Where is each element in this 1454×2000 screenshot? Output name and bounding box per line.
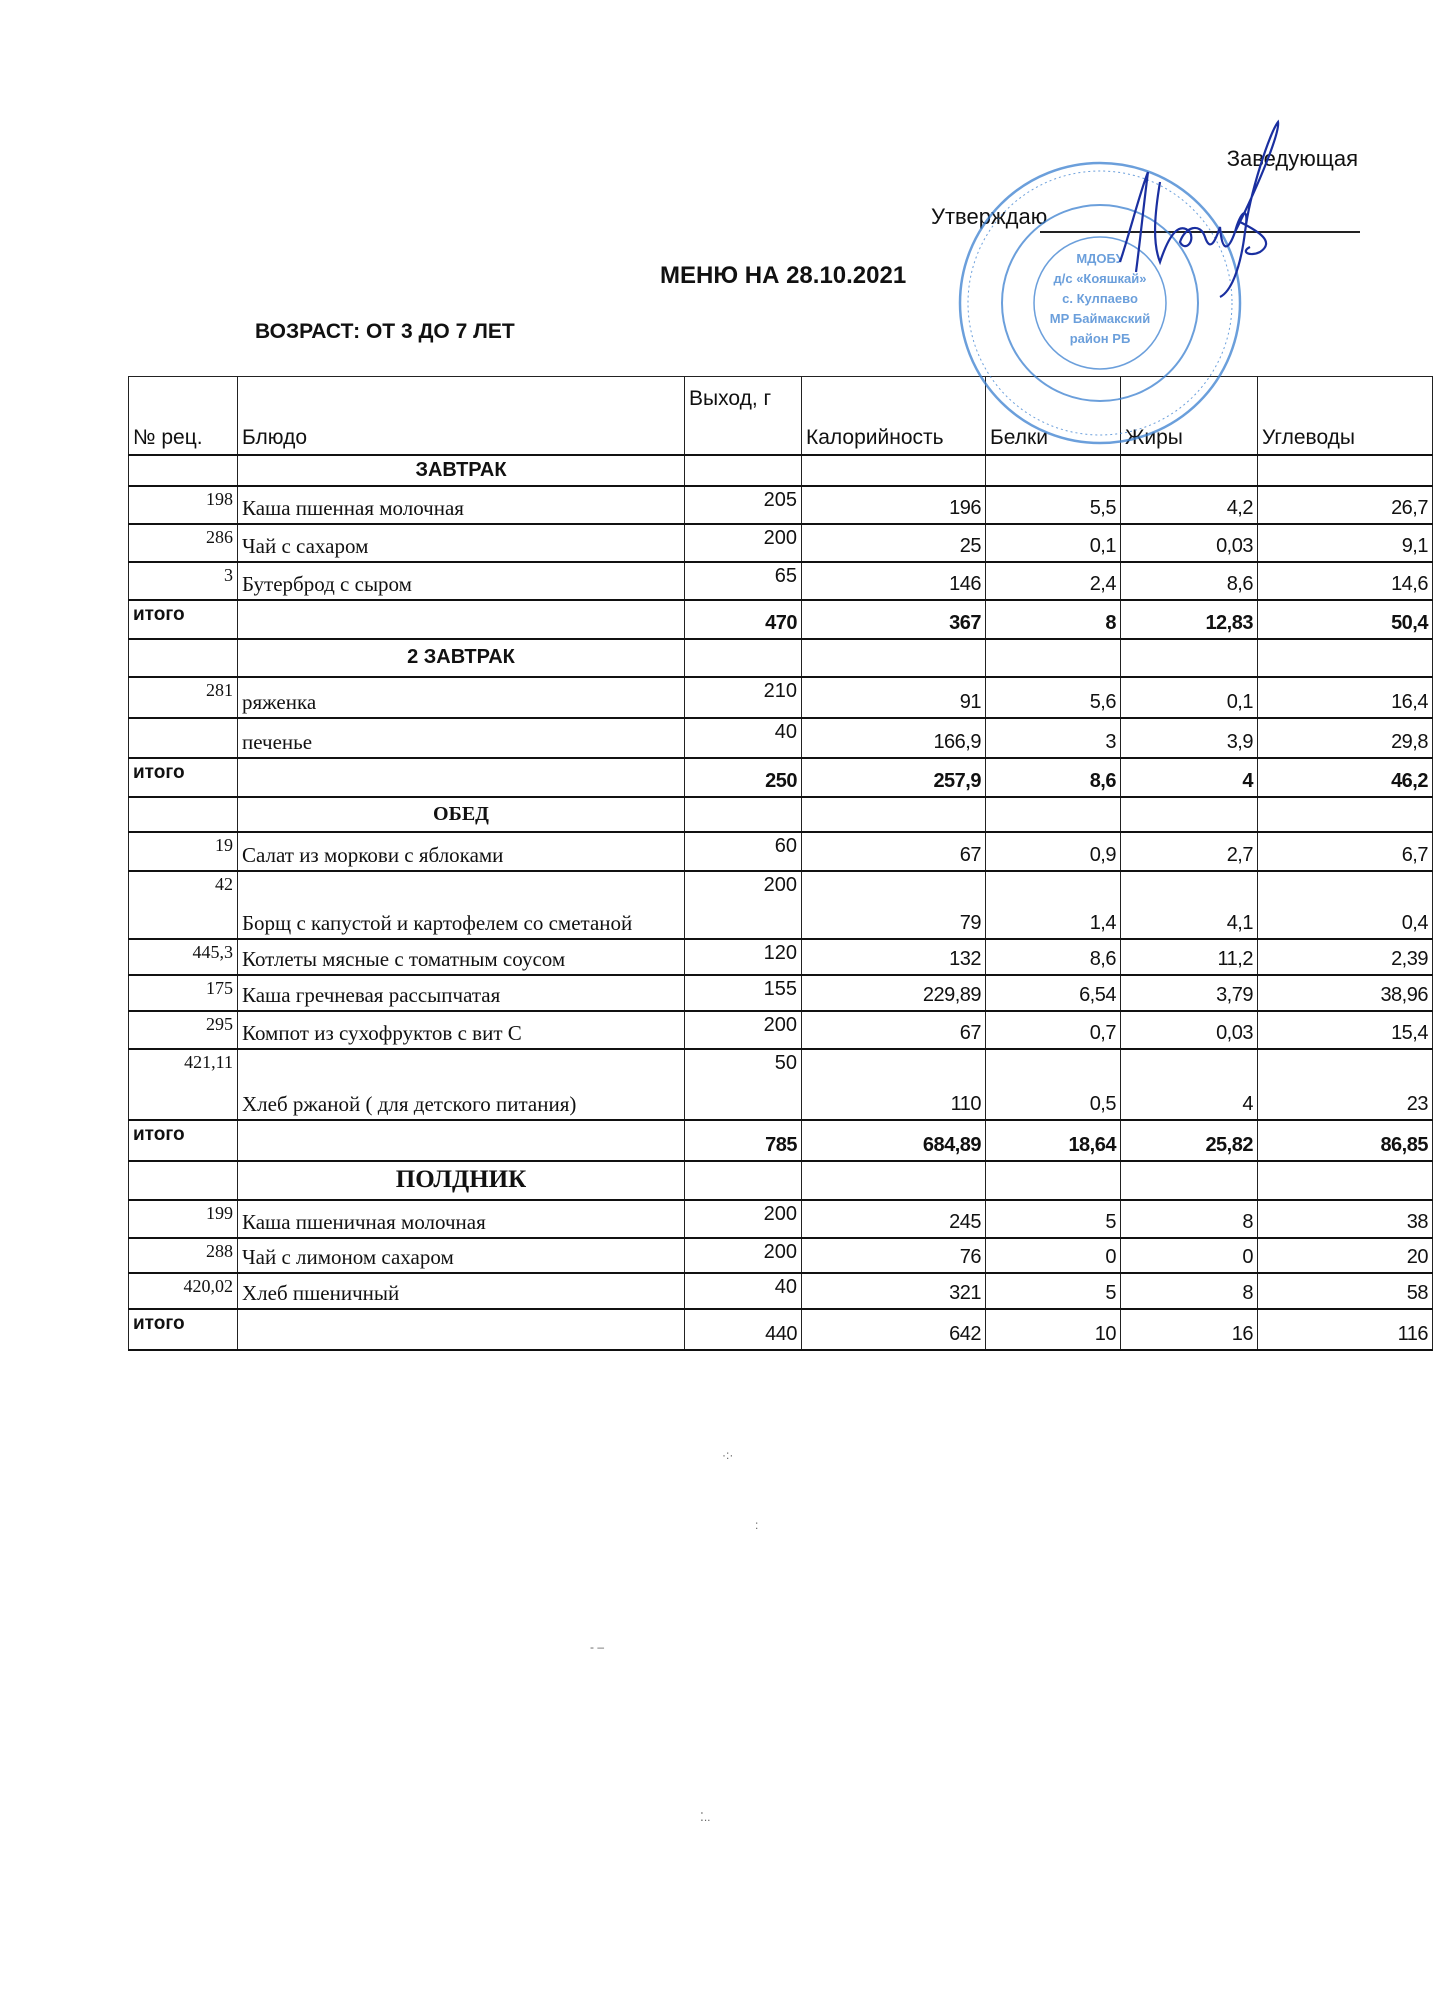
calories: 321 <box>802 1273 986 1309</box>
table-row <box>129 1200 1433 1238</box>
stamp-text-line: с. Кулпаево <box>1062 291 1138 306</box>
recipe-number: 199 <box>129 1200 238 1238</box>
total-protein: 8 <box>986 600 1121 639</box>
calories: 110 <box>802 1049 986 1120</box>
recipe-number: 198 <box>129 486 238 524</box>
dish-name: Каша пшенная молочная <box>238 486 685 524</box>
total-carbs: 46,2 <box>1258 758 1433 797</box>
protein: 8,6 <box>986 939 1121 975</box>
table-row <box>129 871 1433 939</box>
protein: 5 <box>986 1200 1121 1238</box>
empty-cell <box>1121 455 1258 486</box>
dish-name: ряженка <box>238 677 685 718</box>
dish-name: Бутерброд с сыром <box>238 562 685 600</box>
protein: 2,4 <box>986 562 1121 600</box>
fat: 8 <box>1121 1273 1258 1309</box>
recipe-number: 42 <box>129 871 238 939</box>
col-header-carbs: Углеводы <box>1258 377 1433 455</box>
protein: 5,5 <box>986 486 1121 524</box>
total-calories: 684,89 <box>802 1120 986 1161</box>
section-title: ПОЛДНИК <box>238 1161 685 1200</box>
carbs: 9,1 <box>1258 524 1433 562</box>
empty-cell <box>986 639 1121 677</box>
empty-cell <box>685 1161 802 1200</box>
dish-name: Салат из моркови с яблоками <box>238 832 685 871</box>
empty-cell <box>129 639 238 677</box>
carbs: 58 <box>1258 1273 1433 1309</box>
output-grams: 155 <box>685 975 802 1011</box>
approver-title: Заведующая <box>1226 146 1358 171</box>
calories: 67 <box>802 1011 986 1049</box>
col-header-kcal: Калорийность <box>802 377 986 455</box>
carbs: 38,96 <box>1258 975 1433 1011</box>
section-title: ОБЕД <box>238 797 685 832</box>
carbs: 15,4 <box>1258 1011 1433 1049</box>
carbs: 26,7 <box>1258 486 1433 524</box>
table-row <box>129 718 1433 758</box>
empty-cell <box>802 797 986 832</box>
output-grams: 50 <box>685 1049 802 1120</box>
stamp-text-line: район РБ <box>1069 331 1131 346</box>
protein: 0,5 <box>986 1049 1121 1120</box>
protein: 5,6 <box>986 677 1121 718</box>
output-grams: 205 <box>685 486 802 524</box>
recipe-number: 19 <box>129 832 238 871</box>
section-row <box>129 1161 1433 1200</box>
total-carbs: 116 <box>1258 1309 1433 1350</box>
empty-cell <box>238 758 685 797</box>
fat: 0,03 <box>1121 524 1258 562</box>
calories: 196 <box>802 486 986 524</box>
output-grams: 200 <box>685 871 802 939</box>
recipe-number: 445,3 <box>129 939 238 975</box>
empty-cell <box>238 600 685 639</box>
empty-cell <box>986 1161 1121 1200</box>
protein: 0 <box>986 1238 1121 1273</box>
recipe-number: 421,11 <box>129 1049 238 1120</box>
output-grams: 60 <box>685 832 802 871</box>
total-carbs: 50,4 <box>1258 600 1433 639</box>
recipe-number <box>129 718 238 758</box>
output-grams: 65 <box>685 562 802 600</box>
total-row <box>129 758 1433 797</box>
empty-cell <box>238 1120 685 1161</box>
carbs: 38 <box>1258 1200 1433 1238</box>
protein: 1,4 <box>986 871 1121 939</box>
total-protein: 8,6 <box>986 758 1121 797</box>
calories: 76 <box>802 1238 986 1273</box>
calories: 132 <box>802 939 986 975</box>
protein: 6,54 <box>986 975 1121 1011</box>
recipe-number: 281 <box>129 677 238 718</box>
fat: 4 <box>1121 1049 1258 1120</box>
table-row <box>129 832 1433 871</box>
section-title: 2 ЗАВТРАК <box>238 639 685 677</box>
total-fat: 4 <box>1121 758 1258 797</box>
protein: 0,1 <box>986 524 1121 562</box>
protein: 3 <box>986 718 1121 758</box>
recipe-number: 175 <box>129 975 238 1011</box>
table-row <box>129 939 1433 975</box>
output-grams: 200 <box>685 524 802 562</box>
total-carbs: 86,85 <box>1258 1120 1433 1161</box>
table-row <box>129 486 1433 524</box>
fat: 2,7 <box>1121 832 1258 871</box>
carbs: 6,7 <box>1258 832 1433 871</box>
stamp-text-line: МДОБУ <box>1076 251 1124 266</box>
calories: 79 <box>802 871 986 939</box>
fat: 0 <box>1121 1238 1258 1273</box>
total-output: 470 <box>685 600 802 639</box>
empty-cell <box>685 455 802 486</box>
total-output: 785 <box>685 1120 802 1161</box>
calories: 146 <box>802 562 986 600</box>
carbs: 29,8 <box>1258 718 1433 758</box>
recipe-number: 288 <box>129 1238 238 1273</box>
empty-cell <box>129 1161 238 1200</box>
total-protein: 18,64 <box>986 1120 1121 1161</box>
dish-name: Котлеты мясные с томатным соусом <box>238 939 685 975</box>
total-calories: 367 <box>802 600 986 639</box>
section-row <box>129 639 1433 677</box>
scan-speck: ·:· <box>722 1448 734 1462</box>
signature <box>1100 112 1300 302</box>
table-row <box>129 1049 1433 1120</box>
empty-cell <box>802 639 986 677</box>
dish-name: Хлеб пшеничный <box>238 1273 685 1309</box>
recipe-number: 286 <box>129 524 238 562</box>
empty-cell <box>685 797 802 832</box>
dish-name: Компот из сухофруктов с вит С <box>238 1011 685 1049</box>
total-fat: 12,83 <box>1121 600 1258 639</box>
age-label: ВОЗРАСТ: ОТ 3 ДО 7 ЛЕТ <box>255 320 515 343</box>
scan-speck: - ‒ <box>590 1640 605 1654</box>
fat: 0,1 <box>1121 677 1258 718</box>
empty-cell <box>1121 797 1258 832</box>
carbs: 23 <box>1258 1049 1433 1120</box>
fat: 4,1 <box>1121 871 1258 939</box>
menu-table <box>128 376 1433 1351</box>
carbs: 16,4 <box>1258 677 1433 718</box>
total-row <box>129 1120 1433 1161</box>
section-row <box>129 455 1433 486</box>
table-row <box>129 1011 1433 1049</box>
total-label: итого <box>129 758 238 797</box>
empty-cell <box>1121 639 1258 677</box>
recipe-number: 295 <box>129 1011 238 1049</box>
dish-name: Чай с сахаром <box>238 524 685 562</box>
calories: 25 <box>802 524 986 562</box>
calories: 245 <box>802 1200 986 1238</box>
table-row <box>129 677 1433 718</box>
output-grams: 210 <box>685 677 802 718</box>
scan-speck: : <box>755 1518 759 1532</box>
empty-cell <box>1258 797 1433 832</box>
output-grams: 200 <box>685 1238 802 1273</box>
empty-cell <box>1258 639 1433 677</box>
dish-name: Чай с лимоном сахаром <box>238 1238 685 1273</box>
carbs: 14,6 <box>1258 562 1433 600</box>
fat: 8 <box>1121 1200 1258 1238</box>
col-header-rec: № рец. <box>129 377 238 455</box>
col-header-dish: Блюдо <box>238 377 685 455</box>
menu-title: МЕНЮ НА 28.10.2021 <box>660 262 907 289</box>
output-grams: 120 <box>685 939 802 975</box>
protein: 5 <box>986 1273 1121 1309</box>
output-grams: 200 <box>685 1011 802 1049</box>
col-header-output-label: Выход, г <box>689 387 772 410</box>
table-row <box>129 562 1433 600</box>
total-output: 250 <box>685 758 802 797</box>
recipe-number: 3 <box>129 562 238 600</box>
protein: 0,9 <box>986 832 1121 871</box>
total-fat: 25,82 <box>1121 1120 1258 1161</box>
table-row <box>129 975 1433 1011</box>
scan-speck: ⁚.. <box>700 1810 711 1824</box>
stamp-text-line: д/с «Кояшкай» <box>1053 271 1147 286</box>
output-grams: 40 <box>685 1273 802 1309</box>
total-output: 440 <box>685 1309 802 1350</box>
fat: 3,9 <box>1121 718 1258 758</box>
total-row <box>129 1309 1433 1350</box>
table-row <box>129 1238 1433 1273</box>
dish-name: Борщ с капустой и картофелем со сметаной <box>238 871 685 939</box>
stamp-text-line: МР Баймакский <box>1049 311 1151 326</box>
empty-cell <box>1121 1161 1258 1200</box>
empty-cell <box>986 455 1121 486</box>
empty-cell <box>238 1309 685 1350</box>
calories: 67 <box>802 832 986 871</box>
empty-cell <box>1258 455 1433 486</box>
empty-cell <box>685 639 802 677</box>
output-grams: 200 <box>685 1200 802 1238</box>
dish-name: Хлеб ржаной ( для детского питания) <box>238 1049 685 1120</box>
empty-cell <box>802 1161 986 1200</box>
empty-cell <box>1258 1161 1433 1200</box>
approve-label: Утверждаю <box>931 204 1048 229</box>
total-fat: 16 <box>1121 1309 1258 1350</box>
total-label: итого <box>129 1120 238 1161</box>
output-grams: 40 <box>685 718 802 758</box>
table-row <box>129 1273 1433 1309</box>
col-header-fat: Жиры <box>1121 377 1258 455</box>
empty-cell <box>129 455 238 486</box>
col-header-protein: Белки <box>986 377 1121 455</box>
total-row <box>129 600 1433 639</box>
total-label: итого <box>129 600 238 639</box>
carbs: 2,39 <box>1258 939 1433 975</box>
total-calories: 642 <box>802 1309 986 1350</box>
fat: 4,2 <box>1121 486 1258 524</box>
dish-name: Каша гречневая рассыпчатая <box>238 975 685 1011</box>
fat: 3,79 <box>1121 975 1258 1011</box>
calories: 166,9 <box>802 718 986 758</box>
carbs: 20 <box>1258 1238 1433 1273</box>
recipe-number: 420,02 <box>129 1273 238 1309</box>
section-row <box>129 797 1433 832</box>
calories: 91 <box>802 677 986 718</box>
total-calories: 257,9 <box>802 758 986 797</box>
carbs: 0,4 <box>1258 871 1433 939</box>
empty-cell <box>802 455 986 486</box>
table-row <box>129 524 1433 562</box>
empty-cell <box>129 797 238 832</box>
fat: 8,6 <box>1121 562 1258 600</box>
col-header-output <box>685 377 802 455</box>
empty-cell <box>986 797 1121 832</box>
calories: 229,89 <box>802 975 986 1011</box>
total-protein: 10 <box>986 1309 1121 1350</box>
fat: 11,2 <box>1121 939 1258 975</box>
protein: 0,7 <box>986 1011 1121 1049</box>
total-label: итого <box>129 1309 238 1350</box>
fat: 0,03 <box>1121 1011 1258 1049</box>
dish-name: Каша пшеничная молочная <box>238 1200 685 1238</box>
dish-name: печенье <box>238 718 685 758</box>
section-title: ЗАВТРАК <box>238 455 685 486</box>
